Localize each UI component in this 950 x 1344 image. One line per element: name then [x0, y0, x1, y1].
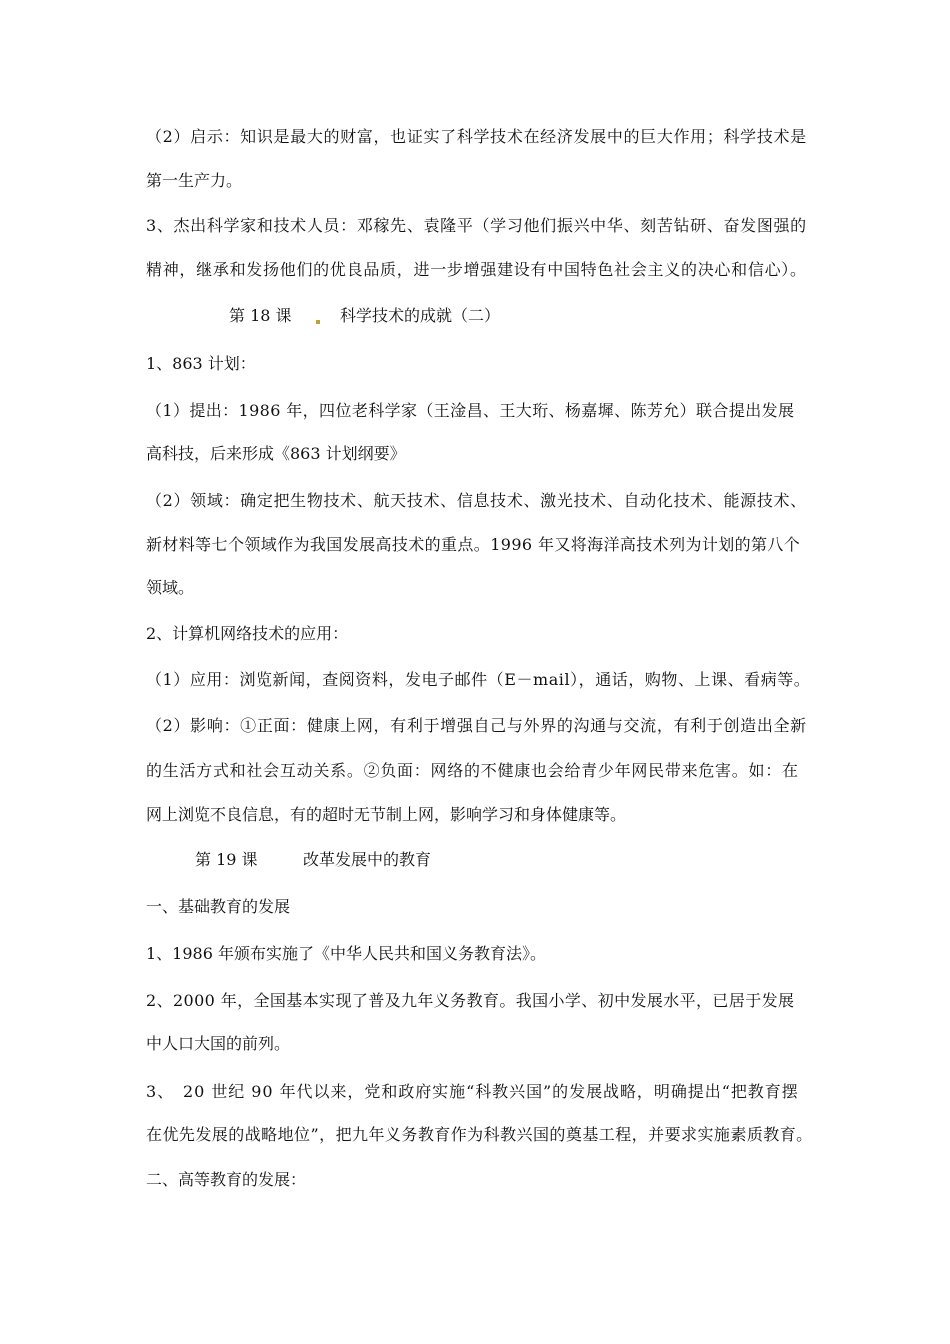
section-heading: 一、基础教育的发展	[146, 897, 291, 916]
text-line: 2、2000 年，全国基本实现了普及九年义务教育。我国小学、初中发展水平，已居于发展	[146, 991, 795, 1010]
section-heading: 2、计算机网络技术的应用：	[146, 624, 349, 643]
text-line: （2）影响：①正面：健康上网，有利于增强自己与外界的沟通与交流，有利于创造出全新	[146, 716, 807, 735]
text-line: （2）领域：确定把生物技术、航天技术、信息技术、激光技术、自动化技术、能源技术、	[146, 491, 807, 510]
text-line: 3、 20 世纪 90 年代以来，党和政府实施“科教兴国”的发展战略，明确提出“把教育摆	[146, 1082, 799, 1101]
text-line: （1）提出：1986 年，四位老科学家（王淦昌、王大珩、杨嘉墀、陈芳允）联合提出发展	[146, 401, 795, 420]
lesson-number: 第 19 课	[195, 850, 258, 869]
text-line: 中人口大国的前列。	[146, 1034, 291, 1053]
text-line: 网上浏览不良信息，有的超时无节制上网，影响学习和身体健康等。	[146, 805, 627, 824]
text-line: 的生活方式和社会互动关系。②负面：网络的不健康也会给青少年网民带来危害。如：在	[146, 761, 799, 780]
text-line: 新材料等七个领域作为我国发展高技术的重点。1996 年又将海洋高技术列为计划的第八个	[146, 535, 801, 554]
text-line: 第一生产力。	[146, 171, 243, 190]
lesson-title: 改革发展中的教育	[303, 850, 432, 869]
section-heading: 1、863 计划：	[146, 354, 256, 373]
section-heading: 二、高等教育的发展：	[146, 1170, 307, 1189]
lesson-number: 第 18 课	[229, 306, 292, 325]
text-line: （1）应用：浏览新闻，查阅资料，发电子邮件（E－mail），通话，购物、上课、看病等。	[146, 670, 811, 689]
lesson-title: 科学技术的成就（二）	[340, 306, 501, 325]
text-line: 3、杰出科学家和技术人员：邓稼先、袁隆平（学习他们振兴中华、刻苦钻研、奋发图强的	[146, 216, 807, 235]
text-line: 领域。	[146, 578, 195, 597]
small-mark	[316, 320, 320, 324]
text-line: 1、1986 年颁布实施了《中华人民共和国义务教育法》。	[146, 944, 546, 963]
text-line: 精神，继承和发扬他们的优良品质，进一步增强建设有中国特色社会主义的决心和信心）。	[146, 260, 807, 279]
text-line: 在优先发展的战略地位”，把九年义务教育作为科教兴国的奠基工程，并要求实施素质教育。	[146, 1125, 813, 1144]
text-line: 高科技，后来形成《863 计划纲要》	[146, 444, 406, 463]
text-line: （2）启示：知识是最大的财富，也证实了科学技术在经济发展中的巨大作用；科学技术是	[146, 127, 807, 146]
